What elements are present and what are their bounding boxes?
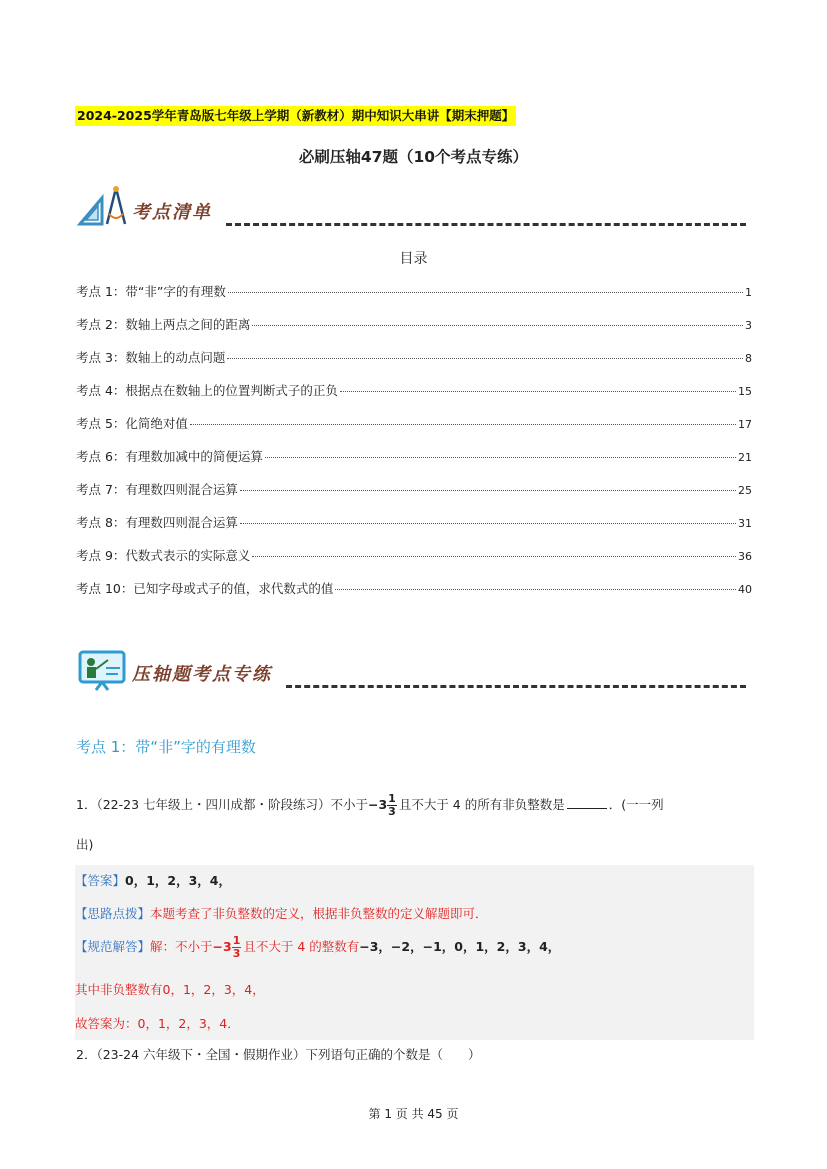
toc-leader	[335, 589, 736, 590]
toc-item-page: 3	[745, 319, 752, 332]
teacher-board-icon	[78, 648, 130, 692]
table-of-contents	[76, 282, 752, 612]
toc-item-page: 40	[738, 583, 752, 596]
question-1-line-2: 出)	[76, 837, 94, 852]
toc-leader	[265, 457, 736, 458]
ruler-compass-icon	[76, 184, 132, 230]
answer-box	[75, 865, 754, 1040]
toc-item-page: 36	[738, 550, 752, 563]
fraction-numerator: 1	[232, 934, 241, 947]
toc-item-page: 21	[738, 451, 752, 464]
toc-item-label: 考点 7：有理数四则混合运算	[76, 482, 238, 497]
solution-line-3: 故答案为：0，1，2，3，4．	[75, 1016, 240, 1031]
toc-item-label: 考点 3：数轴上的动点问题	[76, 350, 226, 365]
toc-leader	[227, 358, 743, 359]
toc-item[interactable]	[76, 447, 752, 480]
toc-item[interactable]	[76, 381, 752, 414]
section-banner-title: 考点清单	[132, 202, 212, 223]
math-neg-number: −3	[368, 797, 388, 812]
toc-item[interactable]	[76, 282, 752, 315]
header-banner: 2024-2025学年青岛版七年级上学期（新教材）期中知识大串讲【期末押题】	[75, 106, 516, 126]
toc-item-label: 考点 6：有理数加减中的简便运算	[76, 449, 263, 464]
toc-item-page: 31	[738, 517, 752, 530]
solution-values: −3，−2，−1，0，1，2，3，4，	[359, 939, 561, 954]
question-2: 2．（23-24 六年级下・全国・假期作业）下列语句正确的个数是（ ）	[76, 1047, 481, 1062]
solution-text: 且不大于 4 的整数有	[243, 939, 360, 954]
toc-leader	[240, 523, 736, 524]
toc-item-page: 8	[745, 352, 752, 365]
question-text: ．(一一列	[608, 797, 664, 812]
toc-item-label: 考点 8：有理数四则混合运算	[76, 515, 238, 530]
answer-value: 0，1，2，3，4，	[125, 873, 232, 888]
toc-item-label: 考点 4：根据点在数轴上的位置判断式子的正负	[76, 383, 338, 398]
section-banner-checklist	[76, 184, 746, 230]
answer-blank	[567, 808, 607, 809]
fraction-denominator: 3	[388, 805, 396, 818]
document-subtitle: 必刷压轴47题（10个考点专练）	[298, 148, 529, 166]
toc-item[interactable]	[76, 414, 752, 447]
hint-line	[75, 904, 488, 922]
toc-item[interactable]	[76, 546, 752, 579]
page-footer: 第 1 页 共 45 页	[368, 1107, 459, 1121]
toc-item-page: 15	[738, 385, 752, 398]
topic-heading: 考点 1：带“非”字的有理数	[76, 738, 256, 756]
toc-leader	[240, 490, 736, 491]
toc-item[interactable]	[76, 315, 752, 348]
toc-item[interactable]	[76, 579, 752, 612]
question-text: 1．（22-23 七年级上・四川成都・阶段练习）不小于	[76, 797, 368, 812]
solution-line	[75, 935, 560, 960]
answer-label: 【答案】	[75, 873, 126, 888]
solution-label: 【规范解答】	[75, 939, 151, 954]
toc-leader	[252, 325, 743, 326]
hint-text: 本题考查了非负整数的定义，根据非负整数的定义解题即可．	[150, 906, 488, 921]
toc-item-label: 考点 2：数轴上两点之间的距离	[76, 317, 251, 332]
solution-text: 解：不小于	[150, 939, 213, 954]
fraction-denominator: 3	[232, 947, 241, 960]
fraction-numerator: 1	[388, 792, 396, 805]
toc-leader	[228, 292, 743, 293]
dashed-rule	[286, 685, 746, 688]
toc-item-label: 考点 10：已知字母或式子的值，求代数式的值	[76, 581, 334, 596]
toc-leader	[190, 424, 736, 425]
solution-line-2: 其中非负整数有0，1，2，3，4，	[75, 982, 265, 997]
section-banner-title: 压轴题考点专练	[132, 664, 272, 685]
section-banner-practice	[76, 646, 746, 692]
toc-item[interactable]	[76, 480, 752, 513]
toc-item[interactable]	[76, 513, 752, 546]
toc-item[interactable]	[76, 348, 752, 381]
dashed-rule	[226, 223, 746, 226]
toc-item-page: 17	[738, 418, 752, 431]
toc-item-label: 考点 1：带“非”字的有理数	[76, 284, 226, 299]
answer-line	[75, 871, 231, 889]
hint-label: 【思路点拨】	[75, 906, 151, 921]
toc-heading: 目录	[399, 251, 428, 267]
math-fraction	[387, 793, 397, 818]
question-text: 且不大于 4 的所有非负整数是	[398, 797, 565, 812]
math-fraction	[232, 935, 242, 960]
math-neg-number: −3	[212, 939, 232, 954]
toc-item-label: 考点 9：代数式表示的实际意义	[76, 548, 251, 563]
toc-item-label: 考点 5：化简绝对值	[76, 416, 188, 431]
toc-item-page: 25	[738, 484, 752, 497]
toc-leader	[340, 391, 736, 392]
question-1-line-1	[76, 790, 664, 820]
toc-leader	[252, 556, 736, 557]
toc-item-page: 1	[745, 286, 752, 299]
